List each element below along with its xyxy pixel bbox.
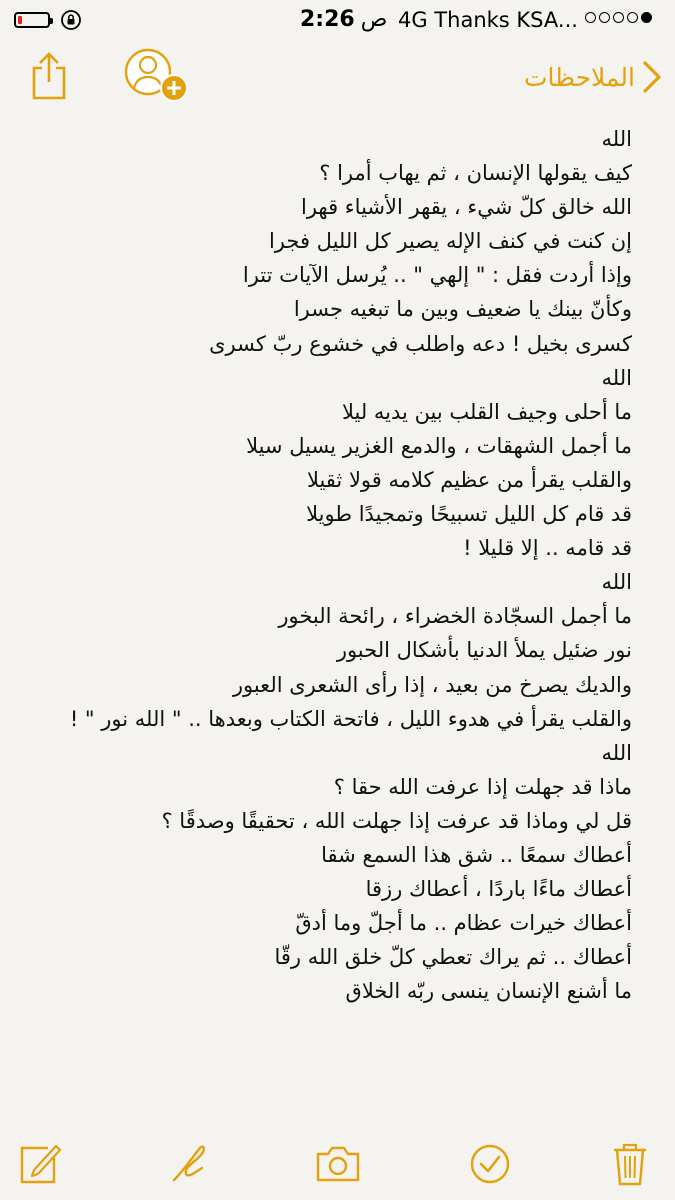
note-line: الله <box>601 127 632 151</box>
battery-level <box>18 16 22 24</box>
share-icon[interactable] <box>28 50 70 102</box>
clock-ampm: ص <box>360 7 388 32</box>
note-line: قل لي وماذا قد عرفت إذا جهلت الله ، تحقيقًا وصدقًا ؟ <box>161 808 632 833</box>
clock-time: 2:26 <box>300 7 355 32</box>
note-line: ما أشنع الإنسان ينسى ربّه الخلاق <box>345 979 632 1004</box>
note-line: ما أجمل الشهقات ، والدمع الغزير يسيل سيلا <box>246 433 632 458</box>
bottom-toolbar <box>0 1124 675 1200</box>
note-line: الله <box>601 365 632 390</box>
note-line: أعطاك .. ثم يراك تعطي كلّ خلق الله رقّا <box>274 945 632 970</box>
note-line: ماذا قد جهلت إذا عرفت الله حقا ؟ <box>333 774 632 799</box>
clock <box>300 7 387 32</box>
note-line: إن كنت في كنف الإله يصير كل الليل فجرا <box>268 229 632 254</box>
note-line: الله <box>601 570 632 595</box>
sketch-icon[interactable] <box>166 1142 210 1186</box>
note-line: ما أحلى وجيف القلب بين يديه ليلا <box>341 399 632 424</box>
add-person-icon[interactable] <box>124 48 190 108</box>
checklist-icon[interactable] <box>468 1142 512 1186</box>
back-button-label: الملاحظات <box>523 62 635 92</box>
orientation-lock-icon <box>60 9 82 31</box>
note-line: ما أجمل السجّادة الخضراء ، رائحة البخور <box>278 604 632 629</box>
note-line: والقلب يقرأ من عظيم كلامه قولا ثقيلا <box>306 467 632 492</box>
back-button[interactable] <box>524 60 661 94</box>
note-line: كيف يقولها الإنسان ، ثم يهاب أمرا ؟ <box>319 161 632 186</box>
carrier-label: 4G Thanks KSA... <box>398 8 578 32</box>
note-line: نور ضئيل يملأ الدنيا بأشكال الحبور <box>336 638 632 663</box>
signal-dot <box>599 12 610 23</box>
note-line: أعطاك ماءًا باردًا ، أعطاك رزقا <box>365 877 632 902</box>
trash-icon[interactable] <box>612 1142 648 1186</box>
note-line: وكأنّ بينك يا ضعيف وبين ما تبغيه جسرا <box>293 297 632 322</box>
chevron-left-icon <box>643 61 661 93</box>
camera-icon[interactable] <box>314 1142 362 1186</box>
note-line: وإذا أردت فقل : " إلهي " .. يُرسل الآيات تترا <box>242 263 632 288</box>
signal-dot <box>613 12 624 23</box>
battery-icon <box>14 12 50 28</box>
note-line: أعطاك خيرات عظام .. ما أجلّ وما أدقّ <box>295 911 632 936</box>
signal-strength-icon <box>585 12 652 23</box>
note-line: أعطاك سمعًا .. شق هذا السمع شقا <box>321 842 632 867</box>
compose-icon[interactable] <box>18 1142 62 1186</box>
signal-dot <box>585 12 596 23</box>
note-line: قد قام كل الليل تسبيحًا وتمجيدًا طويلا <box>306 502 632 527</box>
navigation-bar <box>0 40 675 112</box>
note-line: والديك يصرخ من بعيد ، إذا رأى الشعرى العبور <box>232 672 632 697</box>
note-line: كسرى بخيل ! دعه واطلب في خشوع ربّ كسرى <box>209 331 632 356</box>
note-body[interactable] <box>0 122 632 1118</box>
note-line: الله <box>601 740 632 765</box>
status-bar <box>0 0 675 40</box>
note-line: والقلب يقرأ في هدوء الليل ، فاتحة الكتاب وبعدها .. " الله نور " ! <box>69 706 632 731</box>
status-bar-left <box>14 9 82 31</box>
signal-dot <box>641 12 652 23</box>
note-line: الله خالق كلّ شيء ، يقهر الأشياء قهرا <box>300 195 632 220</box>
signal-dot <box>627 12 638 23</box>
note-line: قد قامه .. إلا قليلا ! <box>463 536 632 561</box>
